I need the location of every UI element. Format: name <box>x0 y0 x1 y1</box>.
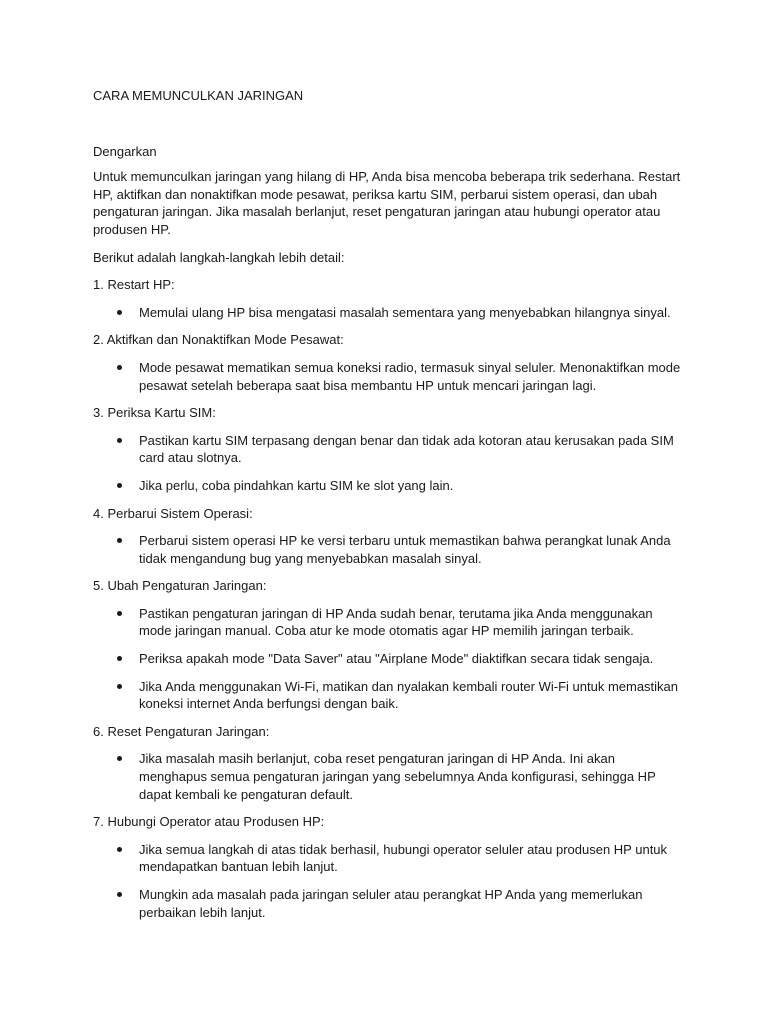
section-update-os <box>93 505 683 568</box>
section-title: 7. Hubungi Operator atau Produsen HP: <box>93 814 325 830</box>
bullet-text: Jika perlu, coba pindahkan kartu SIM ke slot yang lain. <box>139 477 454 493</box>
bullet-icon <box>117 684 122 689</box>
document-title: CARA MEMUNCULKAN JARINGAN <box>93 88 304 103</box>
bullet-item <box>93 886 683 921</box>
bullet-list <box>93 841 683 921</box>
bullet-list <box>93 359 683 394</box>
bullet-icon <box>117 438 122 443</box>
section-network-settings <box>93 577 683 713</box>
bullet-text: Jika semua langkah di atas tidak berhasil, hubungi operator seluler atau produsen HP untuk mendapatkan bantuan lebih lanjut. <box>139 841 668 875</box>
section-title: 4. Perbarui Sistem Operasi: <box>93 505 253 521</box>
bullet-text: Mode pesawat mematikan semua koneksi radio, termasuk sinyal seluler. Menonaktifkan mode pesawat setelah beberapa saat bisa membantu HP untuk mencari jaringan lagi. <box>139 359 681 393</box>
bullet-item <box>93 359 683 394</box>
bullet-icon <box>117 756 122 761</box>
bullet-item <box>93 650 683 668</box>
bullet-text: Jika masalah masih berlanjut, coba reset pengaturan jaringan di HP Anda. Ini akan menghapus semua pengaturan jaringan yang sebelumnya Anda konfigurasi, sehingga HP dapat kembali ke pengaturan default. <box>139 751 656 802</box>
bullet-item <box>93 432 683 467</box>
bullet-icon <box>117 310 122 315</box>
bullet-icon <box>117 892 122 897</box>
bullet-item <box>93 841 683 876</box>
bullet-text: Jika Anda menggunakan Wi-Fi, matikan dan nyalakan kembali router Wi-Fi untuk memastikan koneksi internet Anda berfungsi dengan baik. <box>139 678 679 712</box>
bullet-item <box>93 477 683 495</box>
bullet-list <box>93 432 683 495</box>
bullet-item <box>93 678 683 713</box>
section-sim-card <box>93 404 683 494</box>
bullet-text: Periksa apakah mode "Data Saver" atau "Airplane Mode" diaktifkan secara tidak sengaja. <box>139 651 654 667</box>
listen-label: Dengarkan <box>93 143 157 159</box>
section-airplane-mode <box>93 331 683 394</box>
bullet-text: Memulai ulang HP bisa mengatasi masalah sementara yang menyebabkan hilangnya sinyal. <box>139 304 671 320</box>
bullet-item <box>93 532 683 567</box>
bullet-icon <box>117 847 122 852</box>
section-reset-network <box>93 723 683 803</box>
section-title: 5. Ubah Pengaturan Jaringan: <box>93 578 267 594</box>
bullet-text: Perbarui sistem operasi HP ke versi terbaru untuk memastikan bahwa perangkat lunak Anda tidak mengandung bug yang menyebabkan masalah sinyal. <box>139 533 671 566</box>
bullet-list <box>93 304 683 322</box>
bullet-text: Mungkin ada masalah pada jaringan seluler atau perangkat HP Anda yang memerlukan perbaikan lebih lanjut. <box>139 887 643 920</box>
section-title: 6. Reset Pengaturan Jaringan: <box>93 723 270 739</box>
section-title: 1. Restart HP: <box>93 277 175 293</box>
bullet-text: Pastikan kartu SIM terpasang dengan benar dan tidak ada kotoran atau kerusakan pada SIM card atau slotnya. <box>139 432 674 466</box>
section-title: 3. Periksa Kartu SIM: <box>93 405 216 421</box>
document-body <box>93 87 683 931</box>
section-contact-operator <box>93 813 683 921</box>
bullet-list <box>93 532 683 567</box>
bullet-icon <box>117 611 122 616</box>
bullet-list <box>93 605 683 713</box>
bullet-icon <box>117 538 122 543</box>
intro-paragraph: Untuk memunculkan jaringan yang hilang di HP, Anda bisa mencoba beberapa trik sederhana. Restart HP, aktifkan dan nonaktifkan mode pesawat, periksa kartu SIM, perbarui sistem operasi, dan ubah pengaturan jaringan. Jika masalah berlanjut, reset pengaturan jaringan atau hubungi operator atau produsen HP. <box>93 169 681 237</box>
bullet-icon <box>117 656 122 661</box>
section-title: 2. Aktifkan dan Nonaktifkan Mode Pesawat: <box>93 332 344 348</box>
bullet-list <box>93 750 683 803</box>
bullet-item <box>93 605 683 640</box>
bullet-icon <box>117 365 122 370</box>
bullet-text: Pastikan pengaturan jaringan di HP Anda sudah benar, terutama jika Anda menggunakan mode jaringan manual. Coba atur ke mode otomatis agar HP memilih jaringan terbaik. <box>139 605 653 639</box>
section-restart-hp <box>93 276 683 321</box>
bullet-item <box>93 304 683 322</box>
bullet-icon <box>117 483 122 488</box>
steps-intro: Berikut adalah langkah-langkah lebih detail: <box>93 249 345 265</box>
bullet-item <box>93 750 683 803</box>
